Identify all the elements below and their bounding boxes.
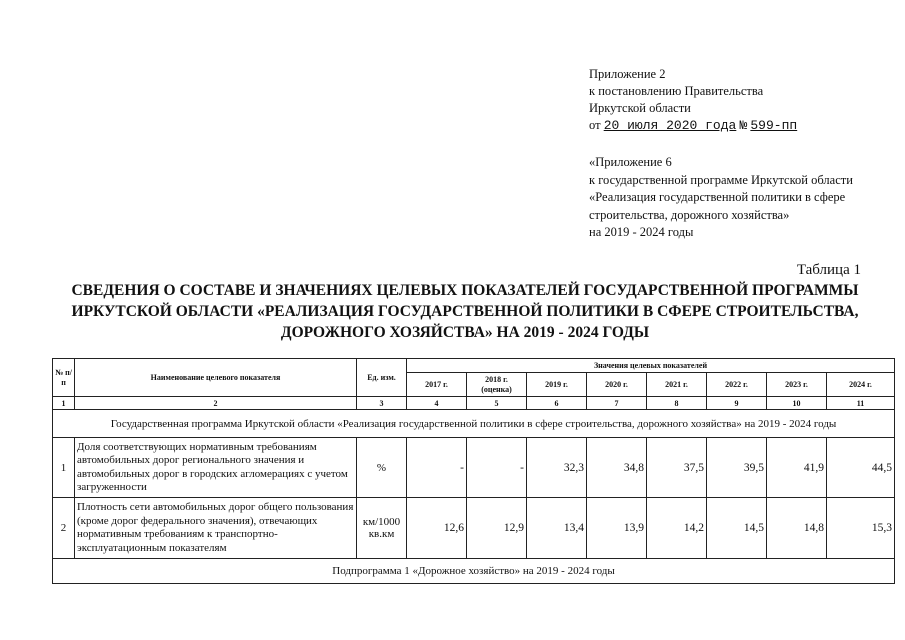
row-value: 15,3 (827, 498, 895, 559)
number-sign: № (739, 118, 748, 133)
column-number: 9 (707, 397, 767, 410)
column-number: 11 (827, 397, 895, 410)
header-values: Значения целевых показателей (407, 359, 895, 373)
header-year: 2024 г. (827, 373, 895, 397)
header-name: Наименование целевого показателя (75, 359, 357, 397)
header-year: 2021 г. (647, 373, 707, 397)
table-label: Таблица 1 (796, 262, 861, 278)
appendix-date-line (589, 117, 797, 134)
program-row: Государственная программа Иркутской области «Реализация государственной политики в сфере строительства, дорожного хозяйства» на 2019 - 2024 годы (53, 410, 895, 438)
row-value: 14,8 (767, 498, 827, 559)
column-number: 10 (767, 397, 827, 410)
date-prefix: от (589, 118, 601, 132)
row-value: - (467, 438, 527, 498)
header-year: 2017 г. (407, 373, 467, 397)
column-number: 3 (357, 397, 407, 410)
title-line1: СВЕДЕНИЯ О СОСТАВЕ И ЗНАЧЕНИЯХ ЦЕЛЕВЫХ ПОКАЗАТЕЛЕЙ ГОСУДАРСТВЕННОЙ ПРОГРАММЫ (71, 282, 859, 299)
row-value: - (407, 438, 467, 498)
appendix-line1: Приложение 2 (589, 67, 666, 81)
table-row (53, 438, 895, 498)
row-name: Плотность сети автомобильных дорог общего пользования (кроме дорог федерального значения), отвечающих нормативным требованиям к транспортно-эксплуатационным показателям (75, 498, 357, 559)
row-value: 34,8 (587, 438, 647, 498)
column-number: 1 (53, 397, 75, 410)
row-value: 14,2 (647, 498, 707, 559)
header-unit: Ед. изм. (357, 359, 407, 397)
appendix-line3: Иркутской области (589, 101, 691, 115)
column-number: 7 (587, 397, 647, 410)
date-value: 20 июля 2020 года (603, 118, 737, 133)
appendix2-line2: к государственной программе Иркутской области (589, 172, 853, 187)
row-value: 13,4 (527, 498, 587, 559)
row-value: 13,9 (587, 498, 647, 559)
header-year: 2022 г. (707, 373, 767, 397)
appendix-block (589, 66, 797, 134)
row-no: 2 (53, 498, 75, 559)
row-value: 14,5 (707, 498, 767, 559)
row-no: 1 (53, 438, 75, 498)
appendix-line2: к постановлению Правительства (589, 84, 764, 98)
row-name: Доля соответствующих нормативным требованиям автомобильных дорог регионального значения и автомобильных дорог в городских агломерациях с учетом загруженности (75, 438, 357, 498)
row-unit: % (357, 438, 407, 498)
header-year: 2020 г. (587, 373, 647, 397)
appendix2-line5: на 2019 - 2024 годы (589, 225, 694, 239)
title-line3: ДОРОЖНОГО ХОЗЯЙСТВА» НА 2019 - 2024 ГОДЫ (280, 324, 650, 341)
row-value: 44,5 (827, 438, 895, 498)
table-row (53, 498, 895, 559)
header-year: 2023 г. (767, 373, 827, 397)
appendix2-line1: «Приложение 6 (589, 155, 672, 169)
row-value: 39,5 (707, 438, 767, 498)
column-number: 2 (75, 397, 357, 410)
subprogram-row: Подпрограмма 1 «Дорожное хозяйство» на 2019 - 2024 годы (53, 559, 895, 584)
document-title (60, 280, 870, 343)
header-no: № п/п (53, 359, 75, 397)
header-year: 2019 г. (527, 373, 587, 397)
appendix2-line3: «Реализация государственной политики в сфере (589, 190, 846, 204)
title-line2: ИРКУТСКОЙ ОБЛАСТИ «РЕАЛИЗАЦИЯ ГОСУДАРСТВЕННОЙ ПОЛИТИКИ В СФЕРЕ СТРОИТЕЛЬСТВА, (71, 303, 859, 320)
column-number: 6 (527, 397, 587, 410)
row-value: 12,6 (407, 498, 467, 559)
column-number: 4 (407, 397, 467, 410)
row-value: 12,9 (467, 498, 527, 559)
row-value: 37,5 (647, 438, 707, 498)
row-unit: км/1000 кв.км (357, 498, 407, 559)
appendix2-block (589, 154, 853, 242)
row-value: 32,3 (527, 438, 587, 498)
appendix2-line4: строительства, дорожного хозяйства» (589, 207, 790, 222)
indicators-table (52, 358, 895, 584)
header-year: 2018 г. (оценка) (467, 373, 527, 397)
number-value: 599-пп (750, 118, 798, 133)
column-number: 5 (467, 397, 527, 410)
row-value: 41,9 (767, 438, 827, 498)
column-number: 8 (647, 397, 707, 410)
